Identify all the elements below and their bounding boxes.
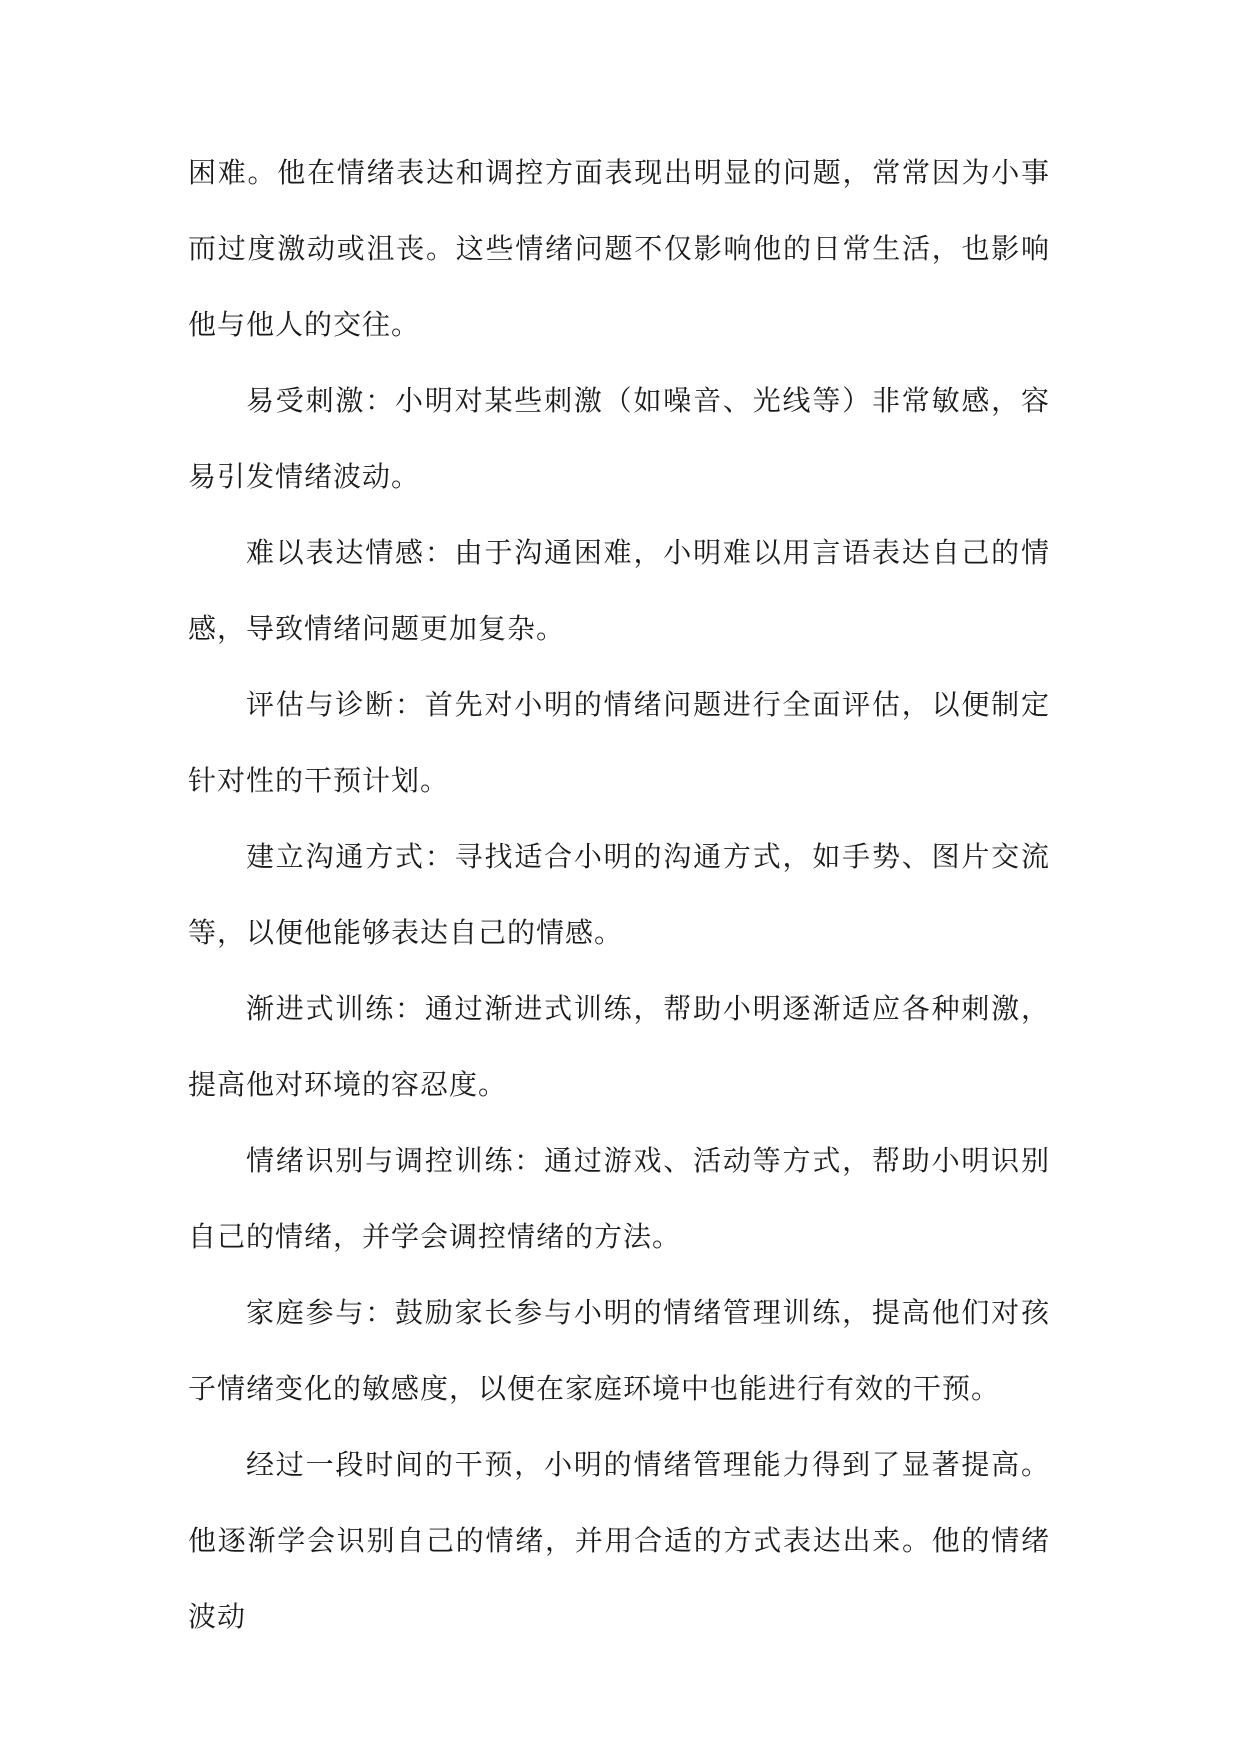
paragraph-family: 家庭参与：鼓励家长参与小明的情绪管理训练，提高他们对孩子情绪变化的敏感度，以便在家庭环境中也能进行有效的干预。	[188, 1296, 1050, 1405]
paragraph-sensitivity: 易受刺激：小明对某些刺激（如噪音、光线等）非常敏感，容易引发情绪波动。	[188, 384, 1050, 493]
paragraph-outcome: 经过一段时间的干预，小明的情绪管理能力得到了显著提高。他逐渐学会识别自己的情绪，并用合适的方式表达出来。他的情绪波动	[188, 1448, 1050, 1633]
paragraph-expression: 难以表达情感：由于沟通困难，小明难以用言语表达自己的情感，导致情绪问题更加复杂。	[188, 536, 1050, 645]
paragraph-emotion-training: 情绪识别与调控训练：通过游戏、活动等方式，帮助小明识别自己的情绪，并学会调控情绪的方法。	[188, 1144, 1050, 1253]
paragraph-communication: 建立沟通方式：寻找适合小明的沟通方式，如手势、图片交流等，以便他能够表达自己的情感。	[188, 840, 1050, 949]
paragraph-continuation: 困难。他在情绪表达和调控方面表现出明显的问题，常常因为小事而过度激动或沮丧。这些情绪问题不仅影响他的日常生活，也影响他与他人的交往。	[188, 156, 1050, 341]
document-body	[188, 135, 1050, 1655]
paragraph-gradual-training: 渐进式训练：通过渐进式训练，帮助小明逐渐适应各种刺激，提高他对环境的容忍度。	[188, 992, 1050, 1101]
paragraph-assessment: 评估与诊断：首先对小明的情绪问题进行全面评估，以便制定针对性的干预计划。	[188, 688, 1050, 797]
